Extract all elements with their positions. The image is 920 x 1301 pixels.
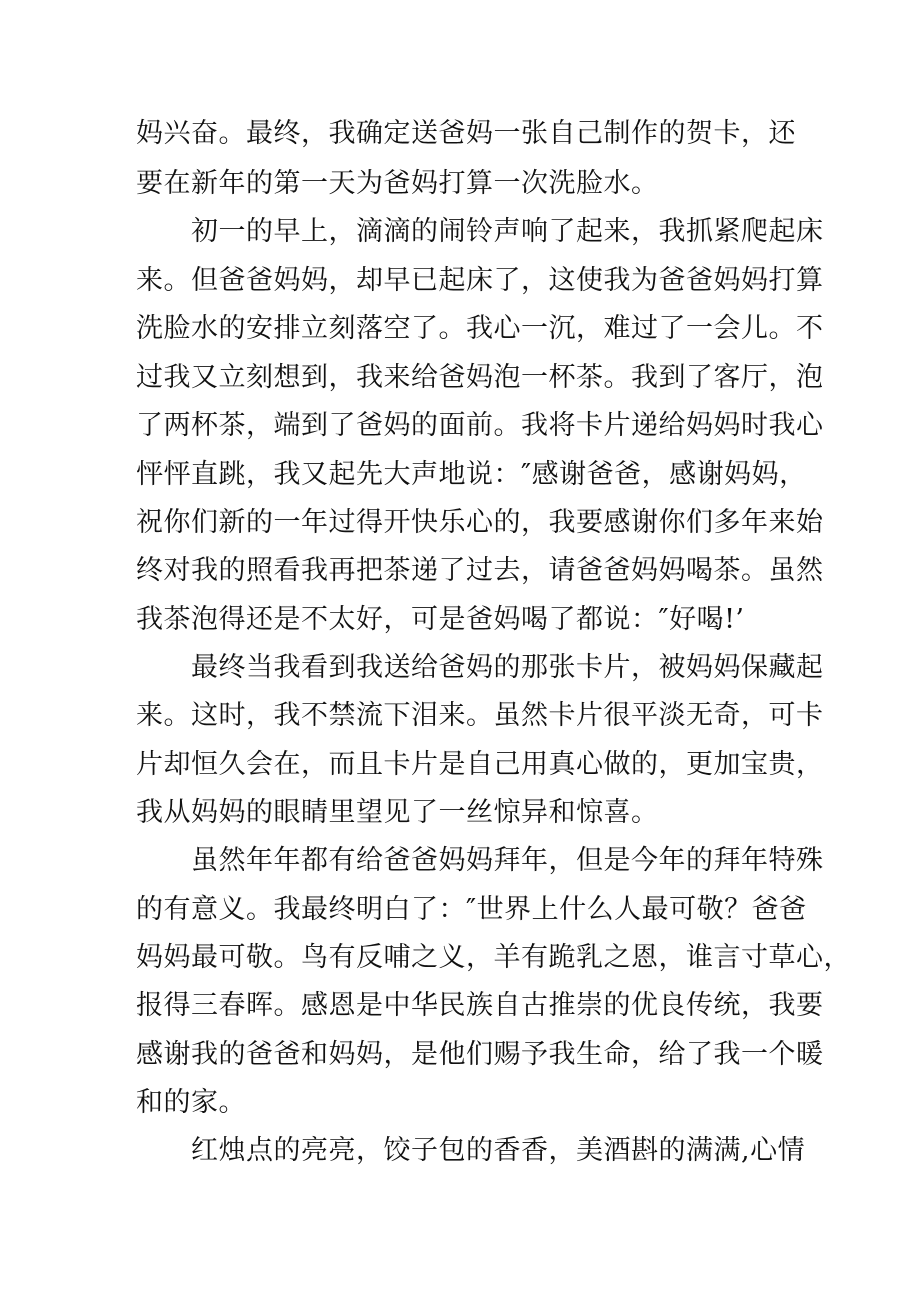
- text-line-9: 祝你们新的一年过得开快乐心的，我要感谢你们多年来始: [136, 507, 824, 538]
- text-line-1: 妈兴奋。最终，我确定送爸妈一张自己制作的贺卡，还: [136, 118, 796, 149]
- text-line-13: 来。这时，我不禁流下泪来。虽然卡片很平淡无奇，可卡: [136, 700, 824, 731]
- text-line-21: 和的家。: [136, 1087, 246, 1118]
- text-line-11: 我茶泡得还是不太好，可是爸妈喝了都说：″好喝!’: [136, 604, 745, 635]
- text-line-20: 感谢我的爸爸和妈妈，是他们赐予我生命，给了我一个暖: [136, 1039, 824, 1070]
- text-line-16: 虽然年年都有给爸爸妈妈拜年，但是今年的拜年特殊: [191, 845, 824, 876]
- text-line-6: 过我又立刻想到，我来给爸妈泡一杯茶。我到了客厅，泡: [136, 362, 824, 393]
- text-line-2: 要在新年的第一天为爸妈打算一次洗脸水。: [136, 168, 659, 199]
- text-line-14: 片却恒久会在，而且卡片是自己用真心做的，更加宝贵，: [136, 749, 824, 780]
- text-line-22: 红烛点的亮亮，饺子包的香香，美酒斟的满满,心情: [191, 1135, 806, 1166]
- text-line-19: 报得三春晖。感恩是中华民族自古推崇的优良传统，我要: [136, 990, 824, 1021]
- text-line-12: 最终当我看到我送给爸妈的那张卡片，被妈妈保藏起: [191, 652, 824, 683]
- text-line-18: 妈妈最可敬。鸟有反哺之义，羊有跪乳之恩，谁言寸草心，: [136, 942, 851, 973]
- text-line-3: 初一的早上，滴滴的闹铃声响了起来，我抓紧爬起床: [191, 216, 824, 247]
- text-line-5: 洗脸水的安排立刻落空了。我心一沉，难过了一会儿。不: [136, 313, 824, 344]
- text-line-8: 怦怦直跳，我又起先大声地说：″感谢爸爸，感谢妈妈，: [136, 459, 807, 490]
- text-line-10: 终对我的照看我再把茶递了过去，请爸爸妈妈喝茶。虽然: [136, 555, 824, 586]
- text-line-4: 来。但爸爸妈妈，却早已起床了，这使我为爸爸妈妈打算: [136, 265, 824, 296]
- text-line-7: 了两杯茶，端到了爸妈的面前。我将卡片递给妈妈时我心: [136, 410, 824, 441]
- text-line-17: 的有意义。我最终明白了：″世界上什么人最可敬？爸爸: [136, 894, 807, 925]
- text-line-15: 我从妈妈的眼睛里望见了一丝惊异和惊喜。: [136, 797, 659, 828]
